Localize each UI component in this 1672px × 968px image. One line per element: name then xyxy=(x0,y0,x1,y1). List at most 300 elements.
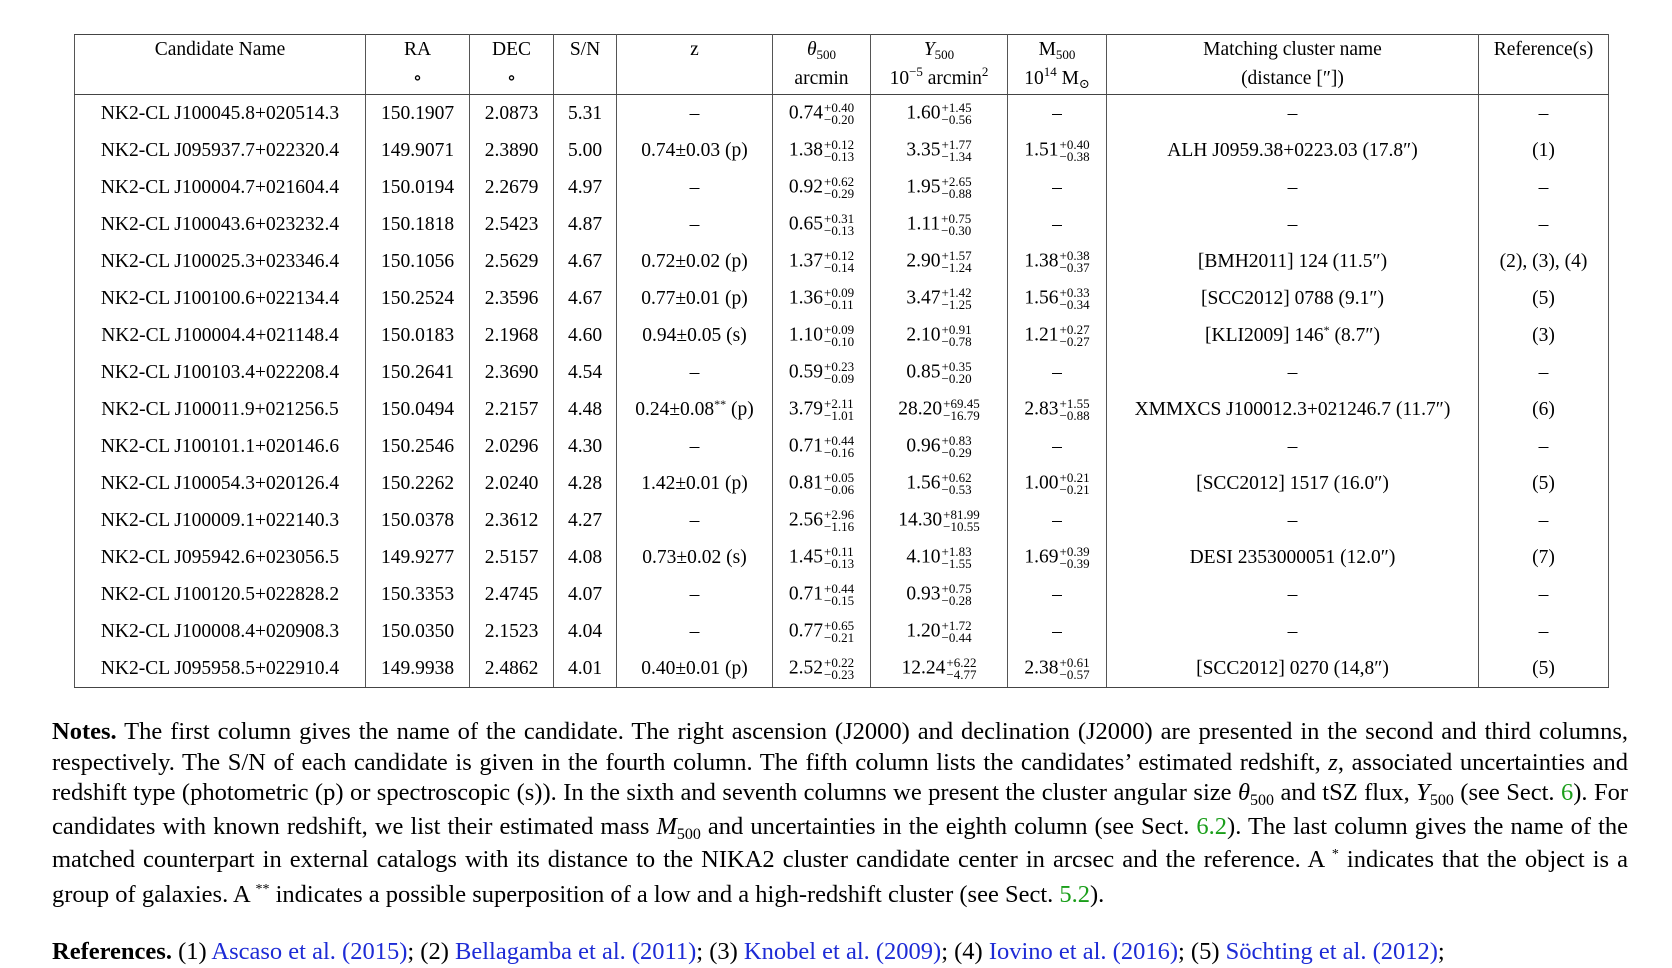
dec-cell-text: 2.2679 xyxy=(484,176,539,198)
match-cell xyxy=(1107,206,1479,243)
match-text: [SCC2012] 1517 (16.0″) xyxy=(1196,472,1389,494)
candidate-name-text: NK2-CL J100009.1+022140.3 xyxy=(100,509,340,531)
references-text: ; xyxy=(1437,938,1445,965)
sn-cell-text: 4.08 xyxy=(567,546,603,568)
error-lower: −1.25 xyxy=(941,296,972,312)
sn-cell-text: 4.67 xyxy=(567,250,603,272)
error-lower: −0.29 xyxy=(824,185,855,201)
table-row xyxy=(75,317,1609,354)
header-symbol: M xyxy=(1038,39,1056,60)
notes-text: and tSZ flux, xyxy=(1274,779,1417,806)
table-row xyxy=(75,539,1609,576)
theta-cell xyxy=(773,502,871,539)
dec-cell-text: 2.5423 xyxy=(484,213,539,235)
match-cell xyxy=(1107,354,1479,391)
ra-cell-text: 150.1818 xyxy=(380,213,455,235)
error-upper: +0.11 xyxy=(824,543,854,559)
match-text: – xyxy=(1287,361,1298,383)
redshift-text: 0.40±0.01 (p) xyxy=(641,657,748,679)
value: 1.21 xyxy=(1024,323,1059,345)
ra-cell-text: 150.0194 xyxy=(380,176,455,198)
mass-cell xyxy=(1008,650,1107,688)
redshift-cell xyxy=(617,132,773,169)
error-upper: +0.12 xyxy=(824,247,855,263)
notes-symbol: z xyxy=(1328,748,1338,776)
header-label: S/N xyxy=(569,39,601,60)
error-upper: +1.83 xyxy=(941,543,972,559)
dec-cell-text: 2.0873 xyxy=(484,102,539,124)
asymmetric-error xyxy=(1059,136,1090,164)
match-text: [KLI2009] 146 xyxy=(1205,324,1324,346)
theta-cell xyxy=(773,354,871,391)
header-unit: arcmin xyxy=(922,68,982,90)
asymmetric-error xyxy=(824,395,855,423)
mass-cell xyxy=(1008,428,1107,465)
header-subscript: ⊙ xyxy=(1078,76,1090,92)
empty-dash: – xyxy=(1052,583,1062,605)
refs-text: – xyxy=(1538,102,1549,124)
error-lower: −0.30 xyxy=(941,222,972,238)
ra-cell xyxy=(366,243,470,280)
candidate-name-text: NK2-CL J095942.6+023056.5 xyxy=(100,546,340,568)
references-text: (1) xyxy=(171,938,212,965)
mass-cell xyxy=(1008,391,1107,428)
refs-text: – xyxy=(1538,361,1549,383)
sn-cell xyxy=(554,243,617,280)
error-upper: +0.23 xyxy=(824,358,855,374)
col-unit-z xyxy=(617,66,773,95)
asymmetric-error xyxy=(824,432,855,460)
refs-text: (6) xyxy=(1532,398,1555,420)
asymmetric-error xyxy=(941,432,972,460)
section-link[interactable]: 5.2 xyxy=(1059,880,1090,908)
dec-cell-text: 2.3612 xyxy=(484,509,539,531)
notes-asterisk: ** xyxy=(255,881,270,897)
citation-link[interactable]: Ascaso et al. (2015) xyxy=(211,938,408,965)
match-cell xyxy=(1107,428,1479,465)
citation-link[interactable]: Söchting et al. (2012) xyxy=(1225,938,1438,965)
ra-cell-text: 149.9938 xyxy=(380,657,455,679)
value: 0.77 xyxy=(788,619,824,641)
redshift-text: – xyxy=(689,509,700,531)
refs-text: – xyxy=(1538,509,1549,531)
notes-text: , associated uncertainties and redshift type (photometric (p) or spectroscopic (s)). In the sixth and seventh columns we present the cluster angular size xyxy=(52,748,1628,806)
table-row xyxy=(75,95,1609,133)
mass-cell xyxy=(1008,539,1107,576)
refs-text: (1) xyxy=(1532,139,1555,161)
error-upper: +0.75 xyxy=(941,210,972,226)
candidate-name xyxy=(75,95,366,133)
error-lower: −0.28 xyxy=(941,592,972,608)
table-row xyxy=(75,169,1609,206)
error-upper: +0.61 xyxy=(1059,654,1090,670)
refs-cell xyxy=(1479,317,1609,354)
match-text: – xyxy=(1287,102,1298,124)
header-unit: (distance [″]) xyxy=(1241,68,1344,90)
col-unit-ra xyxy=(366,66,470,95)
error-lower: −0.15 xyxy=(824,592,855,608)
error-lower: −0.14 xyxy=(824,259,855,275)
col-unit-m xyxy=(1008,66,1107,95)
table-row xyxy=(75,428,1609,465)
value: 2.52 xyxy=(788,656,824,678)
refs-text: (7) xyxy=(1532,546,1555,568)
error-upper: +81.99 xyxy=(943,506,980,522)
dec-cell xyxy=(470,502,554,539)
header-symbol: Y xyxy=(923,39,935,60)
error-upper: +0.91 xyxy=(941,321,972,337)
value: 4.10 xyxy=(906,545,941,567)
dec-cell-text: 2.4745 xyxy=(484,583,539,605)
candidate-name xyxy=(75,132,366,169)
dec-cell-text: 2.1968 xyxy=(484,324,539,346)
sn-cell xyxy=(554,317,617,354)
dec-cell xyxy=(470,206,554,243)
references-label: References. xyxy=(52,938,172,965)
col-header-refs xyxy=(1479,35,1609,67)
asymmetric-error xyxy=(824,543,855,571)
header-superscript: 14 xyxy=(1043,64,1057,80)
redshift-text: 0.72±0.02 (p) xyxy=(641,250,748,272)
error-upper: +0.40 xyxy=(824,99,855,115)
col-header-z xyxy=(617,35,773,67)
notes-subscript: 500 xyxy=(1429,792,1454,809)
redshift-cell xyxy=(617,428,773,465)
match-distance: (8.7″) xyxy=(1329,324,1380,346)
error-upper: +0.44 xyxy=(824,580,855,596)
mass-cell xyxy=(1008,206,1107,243)
candidate-name xyxy=(75,206,366,243)
error-upper: +2.96 xyxy=(824,506,855,522)
match-text: – xyxy=(1287,176,1298,198)
error-upper: +0.27 xyxy=(1059,321,1090,337)
mass-cell xyxy=(1008,95,1107,133)
refs-text: – xyxy=(1538,213,1549,235)
error-upper: +0.35 xyxy=(941,358,972,374)
sn-cell xyxy=(554,206,617,243)
notes-asterisk: * xyxy=(1331,847,1339,862)
asymmetric-error xyxy=(1059,469,1090,497)
header-unit: 10 xyxy=(1024,68,1044,90)
asymmetric-error xyxy=(941,580,972,608)
value: 1.95 xyxy=(906,175,941,197)
notes-text: ). The last column gives the name of the matched counterpart in external catalogs with its distance to the NIKA2 cluster candidate center in arcsec and the reference. A xyxy=(52,812,1629,873)
redshift-text: 0.74±0.03 (p) xyxy=(641,139,748,161)
value: 2.56 xyxy=(788,508,824,530)
value: 1.10 xyxy=(788,323,824,345)
dec-cell xyxy=(470,317,554,354)
error-lower: −0.57 xyxy=(1059,666,1090,682)
redshift-text: – xyxy=(689,435,700,457)
header-subscript: 500 xyxy=(816,47,837,62)
dec-cell-text: 2.3690 xyxy=(484,361,539,383)
ra-cell xyxy=(366,206,470,243)
candidate-name-text: NK2-CL J100025.3+023346.4 xyxy=(100,250,340,272)
empty-dash: – xyxy=(1052,102,1062,124)
dec-cell xyxy=(470,391,554,428)
candidate-name-text: NK2-CL J100045.8+020514.3 xyxy=(100,102,340,124)
ra-cell-text: 150.2641 xyxy=(380,361,455,383)
asymmetric-error xyxy=(824,580,855,608)
header-label: Candidate Name xyxy=(154,39,286,60)
y-cell xyxy=(871,243,1008,280)
notes-text: and uncertainties in the eighth column (see Sect. xyxy=(700,812,1197,840)
sn-cell-text: 4.60 xyxy=(567,324,603,346)
citation-link[interactable]: Knobel et al. (2009) xyxy=(743,938,942,965)
asymmetric-error xyxy=(941,321,972,349)
match-text: – xyxy=(1287,509,1298,531)
value: 0.93 xyxy=(906,582,941,604)
asymmetric-error xyxy=(941,136,972,164)
theta-cell xyxy=(773,391,871,428)
error-upper: +0.09 xyxy=(824,321,855,337)
header-unit: 10 xyxy=(889,68,910,90)
mass-cell xyxy=(1008,354,1107,391)
table-body xyxy=(75,95,1609,688)
candidate-name xyxy=(75,576,366,613)
error-upper: +6.22 xyxy=(946,654,977,670)
candidate-name xyxy=(75,280,366,317)
redshift-type: (p) xyxy=(726,398,754,420)
redshift-cell xyxy=(617,95,773,133)
error-upper: +0.33 xyxy=(1059,284,1090,300)
error-upper: +0.31 xyxy=(824,210,855,226)
section-link[interactable]: 6 xyxy=(1560,779,1574,806)
y-cell xyxy=(871,428,1008,465)
error-lower: −0.29 xyxy=(941,444,972,460)
ra-cell xyxy=(366,502,470,539)
value: 14.30 xyxy=(898,508,943,530)
value: 1.11 xyxy=(906,212,941,234)
theta-cell xyxy=(773,576,871,613)
col-header-m xyxy=(1008,35,1107,67)
error-lower: −0.88 xyxy=(1059,407,1090,423)
dec-cell-text: 2.1523 xyxy=(484,620,539,642)
error-lower: −0.53 xyxy=(941,481,972,497)
sn-cell-text: 5.00 xyxy=(567,139,603,161)
sn-cell-text: 4.04 xyxy=(567,620,603,642)
y-cell xyxy=(871,280,1008,317)
citation-link[interactable]: Bellagamba et al. (2011) xyxy=(455,938,697,965)
y-cell xyxy=(871,502,1008,539)
refs-text: – xyxy=(1538,435,1549,457)
error-lower: −0.34 xyxy=(1059,296,1090,312)
match-cell xyxy=(1107,502,1479,539)
mass-cell xyxy=(1008,613,1107,650)
dec-cell xyxy=(470,169,554,206)
match-text: XMMXCS J100012.3+021246.7 (11.7″) xyxy=(1134,398,1451,420)
asymmetric-error xyxy=(941,284,972,312)
candidate-name xyxy=(75,317,366,354)
dec-cell xyxy=(470,95,554,133)
error-upper: +0.40 xyxy=(1059,136,1090,152)
refs-cell xyxy=(1479,428,1609,465)
redshift-text: – xyxy=(689,213,700,235)
error-upper: +1.55 xyxy=(1059,395,1090,411)
header-unit: arcmin xyxy=(794,68,849,90)
y-cell xyxy=(871,95,1008,133)
value: 1.56 xyxy=(906,471,941,493)
y-cell xyxy=(871,132,1008,169)
redshift-text: – xyxy=(689,620,700,642)
ra-cell xyxy=(366,169,470,206)
header-label: DEC xyxy=(492,39,531,60)
sn-cell-text: 4.87 xyxy=(567,213,603,235)
value: 0.71 xyxy=(788,434,824,456)
notes-symbol: Y xyxy=(1416,779,1430,806)
header-label: RA xyxy=(403,39,432,60)
refs-cell xyxy=(1479,169,1609,206)
value: 2.83 xyxy=(1024,397,1059,419)
candidate-name-text: NK2-CL J100054.3+020126.4 xyxy=(100,472,340,494)
error-upper: +0.44 xyxy=(824,432,855,448)
value: 1.00 xyxy=(1024,471,1059,493)
error-lower: −0.21 xyxy=(824,629,855,645)
value: 0.96 xyxy=(906,434,941,456)
y-cell xyxy=(871,650,1008,688)
value: 2.90 xyxy=(906,249,941,271)
section-link[interactable]: 6.2 xyxy=(1196,812,1228,840)
theta-cell xyxy=(773,169,871,206)
match-cell xyxy=(1107,539,1479,576)
dec-cell xyxy=(470,539,554,576)
candidate-name xyxy=(75,650,366,688)
y-cell xyxy=(871,391,1008,428)
redshift-text: – xyxy=(689,361,700,383)
redshift-cell xyxy=(617,465,773,502)
header-unit: ∘ xyxy=(412,68,423,90)
theta-cell xyxy=(773,428,871,465)
candidate-name-text: NK2-CL J100004.4+021148.4 xyxy=(101,324,339,346)
dec-cell-text: 2.3596 xyxy=(484,287,539,309)
error-lower: −10.55 xyxy=(943,518,980,534)
refs-cell xyxy=(1479,354,1609,391)
value: 1.38 xyxy=(788,138,824,160)
y-cell xyxy=(871,465,1008,502)
dec-cell-text: 2.3890 xyxy=(484,139,539,161)
sn-cell-text: 4.67 xyxy=(567,287,603,309)
header-label: Matching cluster name xyxy=(1203,39,1382,60)
value: 2.10 xyxy=(906,323,941,345)
ra-cell xyxy=(366,280,470,317)
clusters-table xyxy=(74,34,1609,688)
asymmetric-error xyxy=(941,210,972,238)
refs-cell xyxy=(1479,502,1609,539)
value: 3.35 xyxy=(906,138,941,160)
ra-cell-text: 149.9277 xyxy=(380,546,455,568)
asymmetric-error xyxy=(941,543,972,571)
sn-cell-text: 4.27 xyxy=(567,509,603,531)
asymmetric-error xyxy=(824,358,855,386)
error-lower: −0.78 xyxy=(941,333,972,349)
error-lower: −0.13 xyxy=(824,555,855,571)
ra-cell xyxy=(366,650,470,688)
y-cell xyxy=(871,206,1008,243)
mass-cell xyxy=(1008,317,1107,354)
value: 3.47 xyxy=(906,286,941,308)
asymmetric-error xyxy=(1059,247,1090,275)
asymmetric-error xyxy=(824,173,855,201)
match-cell xyxy=(1107,169,1479,206)
match-text: DESI 2353000051 (12.0″) xyxy=(1189,546,1396,568)
value: 2.38 xyxy=(1024,656,1059,678)
col-header-match xyxy=(1107,35,1479,67)
header-superscript: 2 xyxy=(981,64,989,80)
header-unit: M xyxy=(1056,68,1079,90)
redshift-cell xyxy=(617,169,773,206)
y-cell xyxy=(871,354,1008,391)
error-lower: −0.23 xyxy=(824,666,855,682)
error-upper: +0.83 xyxy=(941,432,972,448)
redshift-cell xyxy=(617,539,773,576)
candidate-name xyxy=(75,613,366,650)
col-unit-dec xyxy=(470,66,554,95)
error-lower: −0.13 xyxy=(824,222,855,238)
notes-text: The first column gives the name of the candidate. The right ascension (J2000) and declination (J2000) are presented in the second and third columns, respectively. The S/N of each candidate is given in the fourth column. The fifth column lists the candidates’ estimated redshift, xyxy=(52,718,1628,776)
notes-subscript: 500 xyxy=(1250,792,1275,809)
notes-symbol: M xyxy=(656,812,677,840)
ra-cell-text: 150.0494 xyxy=(380,398,455,420)
asymmetric-error xyxy=(941,617,972,645)
table-notes xyxy=(52,717,1628,914)
candidate-name-text: NK2-CL J100100.6+022134.4 xyxy=(100,287,340,309)
value: 28.20 xyxy=(898,397,943,419)
sn-cell-text: 4.97 xyxy=(567,176,603,198)
refs-text: (5) xyxy=(1532,472,1555,494)
redshift-text: – xyxy=(689,176,700,198)
ra-cell-text: 149.9071 xyxy=(380,139,455,161)
error-upper: +0.05 xyxy=(824,469,855,485)
error-lower: −0.16 xyxy=(824,444,855,460)
error-lower: −4.77 xyxy=(946,666,977,682)
match-cell xyxy=(1107,391,1479,428)
sn-cell-text: 4.54 xyxy=(567,361,603,383)
match-cell xyxy=(1107,280,1479,317)
notes-text: ). xyxy=(1090,880,1105,908)
sn-cell-text: 4.07 xyxy=(567,583,603,605)
match-cell xyxy=(1107,132,1479,169)
references-text: ; (4) xyxy=(941,938,989,965)
references-text: ; (3) xyxy=(696,938,744,965)
notes-subscript: 500 xyxy=(676,825,701,843)
references-text: ; (2) xyxy=(407,938,455,965)
notes-text: ). For candidates with known redshift, we list their estimated mass xyxy=(52,779,1628,840)
redshift-cell xyxy=(617,317,773,354)
ra-cell-text: 150.1907 xyxy=(380,102,455,124)
citation-link[interactable]: Iovino et al. (2016) xyxy=(988,938,1178,965)
candidate-name xyxy=(75,465,366,502)
ra-cell xyxy=(366,428,470,465)
value: 0.85 xyxy=(906,360,941,382)
value: 1.20 xyxy=(906,619,941,641)
sn-cell xyxy=(554,465,617,502)
dec-cell-text: 2.0240 xyxy=(484,472,539,494)
refs-cell xyxy=(1479,243,1609,280)
sn-cell xyxy=(554,95,617,133)
notes-text: indicates that the object is a group of galaxies. A xyxy=(52,846,1628,908)
table-row xyxy=(75,502,1609,539)
asymmetric-error xyxy=(824,506,855,534)
asymmetric-error xyxy=(941,358,972,386)
col-header-dec xyxy=(470,35,554,67)
redshift-cell xyxy=(617,576,773,613)
refs-text: – xyxy=(1538,583,1549,605)
error-lower: −0.10 xyxy=(824,333,855,349)
ra-cell-text: 150.0378 xyxy=(380,509,455,531)
mass-cell xyxy=(1008,169,1107,206)
header-superscript: −5 xyxy=(909,64,923,80)
dec-cell-text: 2.0296 xyxy=(484,435,539,457)
